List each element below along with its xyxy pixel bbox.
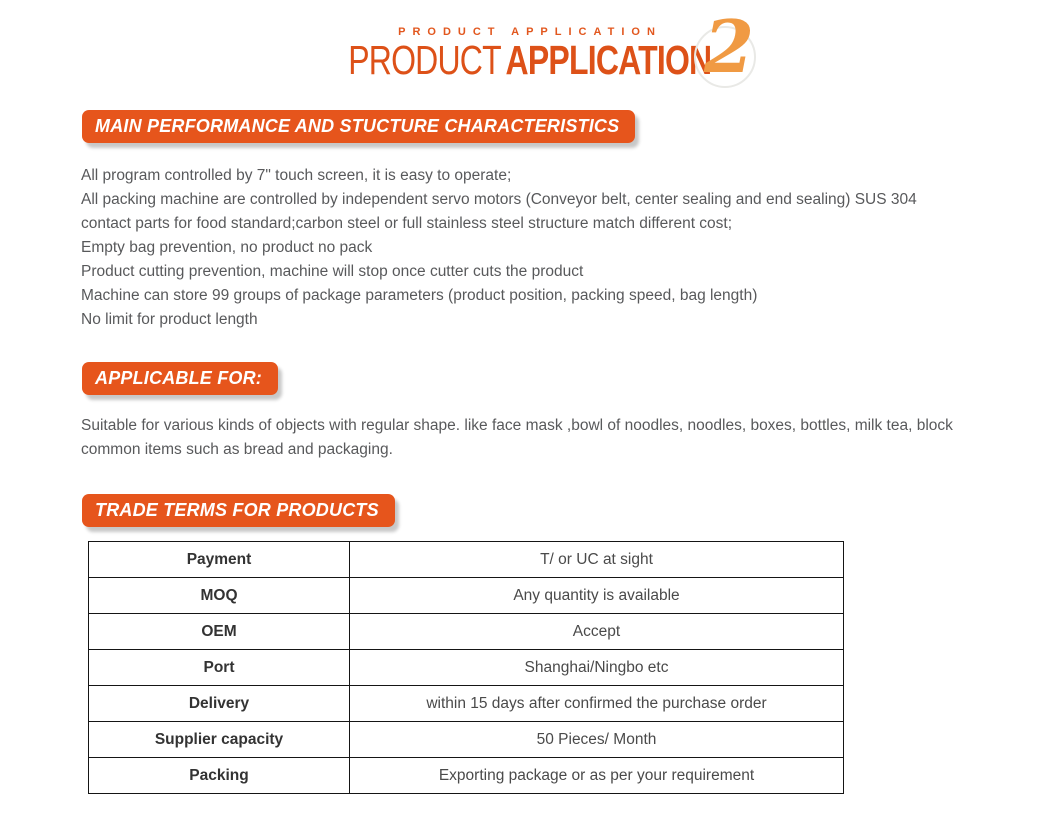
row-label-cell: OEM: [89, 614, 350, 650]
feature-line: All program controlled by 7" touch screen, it is easy to operate;: [81, 167, 512, 184]
applicable-section-banner: APPLICABLE FOR:: [82, 362, 278, 395]
feature-line: All packing machine are controlled by independent servo motors (Conveyor belt, center sealing and end sealing) SUS 304: [81, 191, 917, 208]
row-value-cell: Accept: [350, 614, 844, 650]
performance-feature-list: [81, 164, 1060, 332]
row-value-cell: Any quantity is available: [350, 578, 844, 614]
row-value-cell: 50 Pieces/ Month: [350, 722, 844, 758]
page-header: [0, 0, 1060, 105]
applicable-banner-row: [82, 332, 1060, 395]
trade-section-banner: TRADE TERMS FOR PRODUCTS: [82, 494, 395, 527]
feature-line: No limit for product length: [81, 311, 258, 328]
table-row: [89, 542, 844, 578]
row-label-cell: Port: [89, 650, 350, 686]
table-row: [89, 686, 844, 722]
page-content: [0, 105, 1060, 794]
row-label-cell: Delivery: [89, 686, 350, 722]
row-value-cell: within 15 days after confirmed the purchase order: [350, 686, 844, 722]
table-row: [89, 758, 844, 794]
row-label-cell: Packing: [89, 758, 350, 794]
row-label-cell: Supplier capacity: [89, 722, 350, 758]
table-row: [89, 578, 844, 614]
row-label-cell: MOQ: [89, 578, 350, 614]
table-row: [89, 722, 844, 758]
performance-section-banner: MAIN PERFORMANCE AND STUCTURE CHARACTERISTICS: [82, 110, 635, 143]
feature-line: Product cutting prevention, machine will stop once cutter cuts the product: [81, 263, 584, 280]
feature-line: Machine can store 99 groups of package parameters (product position, packing speed, bag length): [81, 287, 758, 304]
performance-banner-row: [82, 105, 1060, 143]
row-value-cell: T/ or UC at sight: [350, 542, 844, 578]
header-eyebrow: PRODUCT APPLICATION: [398, 26, 662, 38]
page-title: [0, 38, 1060, 82]
row-value-cell: Exporting package or as per your requirement: [350, 758, 844, 794]
row-label-cell: Payment: [89, 542, 350, 578]
applicable-paragraph: [81, 414, 1060, 462]
trade-terms-table: [88, 541, 844, 794]
table-row: [89, 650, 844, 686]
section-number: 2: [704, 4, 755, 89]
page-title-light: PRODUCT: [348, 37, 502, 83]
page-title-bold: APPLICATION: [505, 37, 712, 83]
table-row: [89, 614, 844, 650]
row-value-cell: Shanghai/Ningbo etc: [350, 650, 844, 686]
feature-line: Empty bag prevention, no product no pack: [81, 239, 373, 256]
applicable-line: common items such as bread and packaging.: [81, 441, 393, 458]
applicable-line: Suitable for various kinds of objects with regular shape. like face mask ,bowl of noodles, noodles, boxes, bottles, milk tea, block: [81, 417, 953, 434]
feature-line: contact parts for food standard;carbon steel or full stainless steel structure match different cost;: [81, 215, 733, 232]
section-number-badge: [692, 4, 778, 96]
trade-banner-row: [82, 462, 1060, 527]
